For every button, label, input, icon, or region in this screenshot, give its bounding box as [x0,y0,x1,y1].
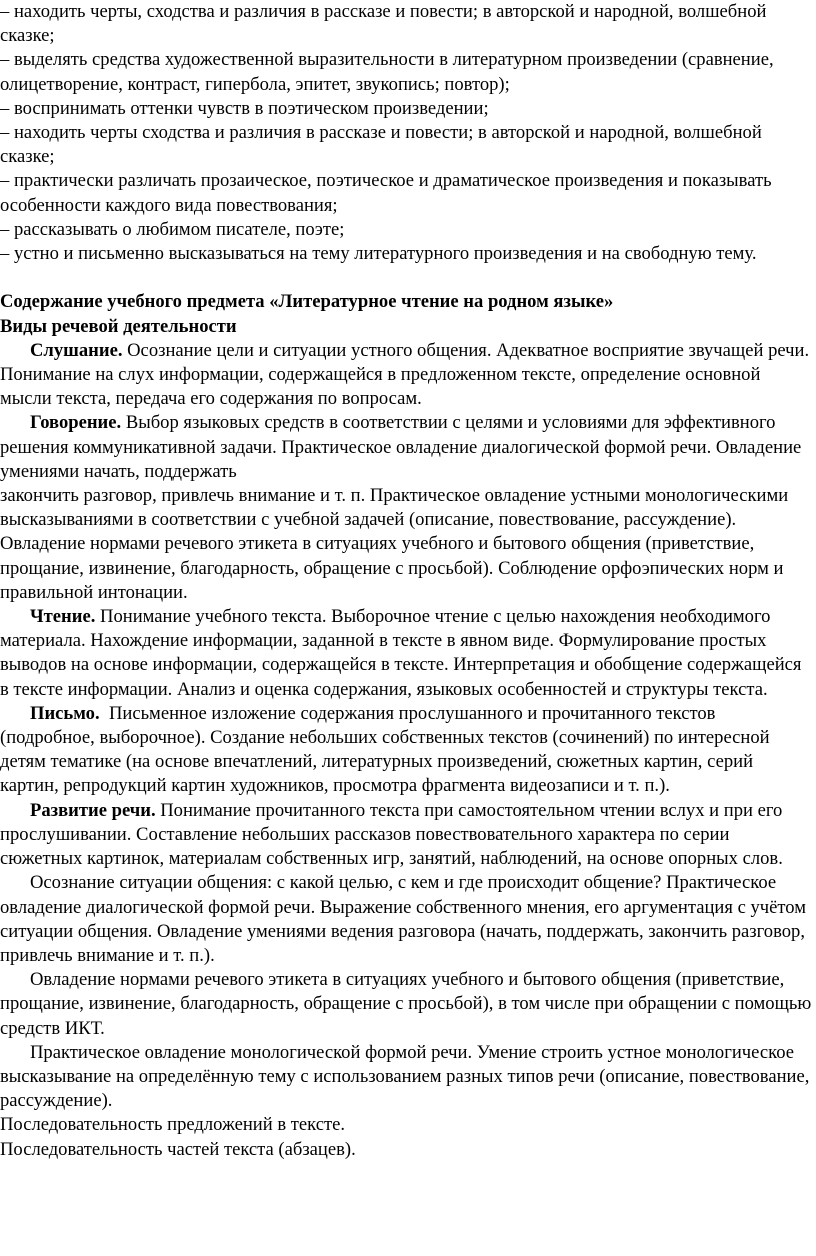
paragraph-text: Понимание учебного текста. Выборочное чтение с целью нахождения необходимого материала. Нахождение информации, заданной в тексте в явном виде. Формулирование простых выводов на основе информации, содержащейся в тексте. Интерпретация и обобщение содержащейся в тексте информации. Анализ и оценка содержания, языковых особенностей и структуры текста. [0,606,802,700]
subsection-heading: Виды речевой деятельности [0,315,237,337]
paragraph-speech-development [0,799,816,872]
paragraph-situation: Осознание ситуации общения: с какой целью, с кем и где происходит общение? Практическое овладение диалогической формой речи. Выражение собственного мнения, его аргументация с учётом ситуации общения. Овладение умениями ведения разговора (начать, поддержать, закончить разговор, привлечь внимание и т. п.). [0,872,806,966]
list-item: – находить черты сходства и различия в рассказе и повести; в авторской и народной, волшебной сказке; [0,122,762,168]
list-item: – устно и письменно высказываться на тему литературного произведения и на свободную тему. [0,243,757,265]
paragraph-lead: Чтение. [30,606,96,628]
paragraph-reading [0,605,816,702]
paragraph-text: Понимание прочитанного текста при самостоятельном чтении вслух и при его прослушивании. Составление небольших рассказов повествовательного характера по серии сюжетных картинок, материалам собственных игр, занятий, наблюдений, на основе опорных слов. [0,799,783,870]
paragraph-lead: Развитие речи. [30,799,156,821]
paragraph-listening [0,339,816,412]
paragraph-text: Письменное изложение содержания прослушанного и прочитанного текстов (подробное, выборочное). Создание небольших собственных текстов (сочинений) по интересной детям тематике (на основе впечатлений, литературных произведений, сюжетных картин, серий картин, репродукций картин художников, просмотра фрагмента видеозаписи и т. п.). [0,702,775,797]
paragraph-text: Выбор языковых средств в соответствии с целями и условиями для эффективного решения коммуникативной задачи. Практическое овладение диалогической формой речи. Овладение умениями начать, поддержать [0,412,802,482]
list-item: – рассказывать о любимом писателе, поэте; [0,218,345,240]
paragraph-speaking [0,411,816,484]
paragraph-etiquette: Овладение нормами речевого этикета в ситуациях учебного и бытового общения (приветствие, прощание, извинение, благодарность, обращение с просьбой), в том числе при обращении с помощью средств ИКТ. [0,969,812,1039]
paragraph-lead: Письмо. [30,702,100,724]
line-sentences: Последовательность предложений в тексте. [0,1114,345,1136]
paragraph-lead: Слушание. [30,339,123,361]
paragraph-writing [0,702,816,799]
list-item: – практически различать прозаическое, поэтическое и драматическое произведения и показывать особенности каждого вида повествования; [0,170,772,216]
list-item: – воспринимать оттенки чувств в поэтическом произведении; [0,97,489,119]
line-parts: Последовательность частей текста (абзацев). [0,1138,356,1160]
paragraph-lead: Говорение. [30,412,122,434]
spacer [0,266,816,290]
list-item: – находить черты, сходства и различия в рассказе и повести; в авторской и народной, волшебной сказке; [0,1,767,47]
list-item: – выделять средства художественной выразительности в литературном произведении (сравнение, олицетворение, контраст, гипербола, эпитет, звукопись; повтор); [0,49,774,95]
paragraph-text: Осознание цели и ситуации устного общения. Адекватное восприятие звучащей речи. Понимание на слух информации, содержащейся в предложенном тексте, определение основной мысли текста, передача его содержания по вопросам. [0,339,810,410]
section-heading: Содержание учебного предмета «Литературное чтение на родном языке» [0,291,614,313]
paragraph-speaking-continued: закончить разговор, привлечь внимание и т. п. Практическое овладение устными монологическими высказываниями в соответствии с учебной задачей (описание, повествование, рассуждение). Овладение нормами речевого этикета в ситуациях учебного и бытового общения (приветствие, прощание, извинение, благодарность, обращение с просьбой). Соблюдение орфоэпических норм и правильной интонации. [0,485,789,603]
paragraph-monologue: Практическое овладение монологической формой речи. Умение строить устное монологическое высказывание на определённую тему с использованием разных типов речи (описание, повествование, рассуждение). [0,1041,810,1112]
